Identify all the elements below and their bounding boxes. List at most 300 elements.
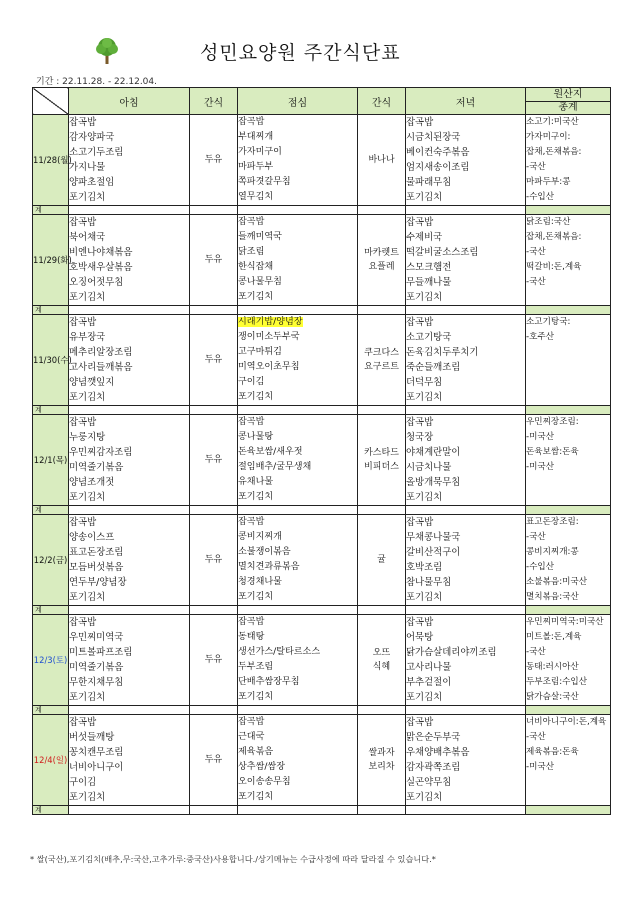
sum-cell <box>69 306 190 315</box>
sum-cell <box>238 406 358 415</box>
breakfast-cell-item: 잡곡밥 <box>69 517 97 528</box>
origin-cell-item: 소고기탕국: <box>526 317 571 327</box>
origin-cell-item: 너비아니구이:돈,계육 <box>526 717 607 727</box>
sum-cell <box>69 506 190 515</box>
origin-cell-item: 잡채,돈채볶음: <box>526 147 582 157</box>
lunch-cell-item: 포기김치 <box>238 692 274 702</box>
sum-cell <box>358 606 406 615</box>
snack-2-cell <box>358 115 406 206</box>
origin-cell-item: -국산 <box>526 162 546 172</box>
origin-cell-item: 두부조림:수입산 <box>526 677 588 687</box>
lunch-cell-item: 닭조림 <box>238 247 265 257</box>
sum-cell <box>358 706 406 715</box>
dinner-cell-item: 실곤약무침 <box>406 777 452 788</box>
dinner-cell-item: 부추겉절이 <box>406 677 452 688</box>
sum-cell <box>238 206 358 215</box>
lunch-cell-item: 미역오이초무침 <box>238 362 300 372</box>
dinner-cell <box>406 715 526 806</box>
snack-2-cell-item: 요플레 <box>368 262 395 272</box>
origin-cell-item: -미국산 <box>526 762 555 772</box>
snack-2-cell-item: 쿠크다스 <box>364 348 399 358</box>
sum-label: 계 <box>33 406 69 415</box>
breakfast-cell-item: 양념조개젓 <box>69 477 115 488</box>
dinner-cell-item: 맑은순두부국 <box>406 732 461 743</box>
breakfast-cell-item: 잡곡밥 <box>69 417 97 428</box>
snack-2-cell <box>358 215 406 306</box>
sum-label: 계 <box>33 506 69 515</box>
lunch-cell-item: 구이김 <box>238 377 265 387</box>
sum-cell <box>358 206 406 215</box>
snack-1-cell <box>190 715 238 806</box>
snack-2-cell-item: 요구르트 <box>364 362 399 372</box>
lunch-cell-item: 콩비지찌개 <box>238 532 282 542</box>
lunch-cell-item: 제육볶음 <box>238 747 274 757</box>
sum-cell <box>406 806 526 815</box>
dinner-cell-item: 포기김치 <box>406 592 443 603</box>
sum-label: 계 <box>33 806 69 815</box>
origin-cell <box>526 615 611 706</box>
breakfast-cell <box>69 115 190 206</box>
dinner-cell-item: 죽순들깨조림 <box>406 362 461 373</box>
dinner-cell-item: 돈육김치두루치기 <box>406 347 479 358</box>
sum-cell <box>238 806 358 815</box>
origin-cell-item: 닭조림:국산 <box>526 217 571 227</box>
day-date: 12/3(토) <box>33 615 69 706</box>
origin-cell-item <box>526 775 610 790</box>
breakfast-cell-item: 유부장국 <box>69 332 106 343</box>
origin-cell-item: 표고돈장조림: <box>526 517 579 527</box>
sum-cell <box>238 606 358 615</box>
dinner-cell-item: 잡곡밥 <box>406 617 434 628</box>
sum-cell <box>190 806 238 815</box>
day-date: 11/29(화) <box>33 215 69 306</box>
lunch-cell-item: 멸치견과류볶음 <box>238 562 300 572</box>
breakfast-cell <box>69 615 190 706</box>
breakfast-cell <box>69 715 190 806</box>
lunch-cell-item: 가자미구이 <box>238 147 282 157</box>
day-row <box>33 415 611 506</box>
sum-row <box>33 806 611 815</box>
snack-1-cell-item: 두유 <box>204 555 223 565</box>
origin-cell-item: -미국산 <box>526 432 555 442</box>
snack-1-cell-item: 두유 <box>204 155 223 165</box>
snack-2-cell-item: 카스타드 <box>364 448 399 458</box>
sum-label: 계 <box>33 706 69 715</box>
lunch-cell-item: 한식잡채 <box>238 262 274 272</box>
lunch-cell-item: 잡곡밥 <box>238 617 265 627</box>
lunch-cell-item: 열무김치 <box>238 192 274 202</box>
snack-1-cell-item: 두유 <box>204 355 223 365</box>
day-date: 11/30(수) <box>33 315 69 406</box>
dinner-cell-item: 물파래무침 <box>406 177 452 188</box>
snack-2-cell-item: 식혜 <box>372 662 391 672</box>
lunch-cell-item: 잡곡밥 <box>238 717 265 727</box>
breakfast-cell-item: 누룽지탕 <box>69 432 106 443</box>
lunch-cell-item: 고구마튀김 <box>238 347 282 357</box>
breakfast-cell-item: 메추리알장조림 <box>69 347 133 358</box>
lunch-cell-item: 포기김치 <box>238 492 274 502</box>
lunch-cell-item: 잡곡밥 <box>238 417 265 427</box>
sum-label: 계 <box>33 306 69 315</box>
lunch-cell-item: 포기김치 <box>238 392 274 402</box>
origin-cell-item <box>526 375 610 390</box>
dinner-cell-item: 참나물무침 <box>406 577 452 588</box>
breakfast-cell-item: 잡곡밥 <box>69 717 97 728</box>
dinner-cell-item: 엄지새송이조림 <box>406 162 470 173</box>
origin-cell-item: 잡채,돈채볶음: <box>526 232 582 242</box>
lunch-cell <box>238 615 358 706</box>
page-header <box>0 0 637 87</box>
origin-cell <box>526 715 611 806</box>
sum-cell <box>69 706 190 715</box>
snack-2-cell-item: 귤 <box>377 555 386 565</box>
lunch-cell <box>238 315 358 406</box>
breakfast-cell-item: 무한지채무침 <box>69 677 124 688</box>
lunch-cell-item: 포기김치 <box>238 592 274 602</box>
breakfast-cell-item: 포기김치 <box>69 192 106 203</box>
breakfast-cell-item: 감자양파국 <box>69 132 115 143</box>
lunch-cell-item: 동태탕 <box>238 632 265 642</box>
dinner-cell-item: 더덕무침 <box>406 377 443 388</box>
breakfast-cell-item: 소고기두조림 <box>69 147 124 158</box>
breakfast-cell-item: 포기김치 <box>69 792 106 803</box>
breakfast-cell <box>69 515 190 606</box>
breakfast-cell <box>69 215 190 306</box>
sum-cell <box>406 706 526 715</box>
day-row <box>33 515 611 606</box>
snack-1-cell <box>190 415 238 506</box>
dinner-cell <box>406 515 526 606</box>
lunch-cell-item: 잡곡밥 <box>238 517 265 527</box>
breakfast-cell-item: 가지나물 <box>69 162 106 173</box>
dinner-cell <box>406 415 526 506</box>
lunch-cell-item: 포기김치 <box>238 792 274 802</box>
lunch-cell-item: 생선가스/탈타르소스 <box>238 647 321 657</box>
col-origin-label: 원산지 <box>526 89 610 102</box>
snack-2-cell-item: 비피더스 <box>364 462 399 472</box>
sum-label: 계 <box>33 606 69 615</box>
origin-cell-item: -국산 <box>526 277 546 287</box>
dinner-cell <box>406 315 526 406</box>
snack-1-cell <box>190 515 238 606</box>
origin-cell <box>526 515 611 606</box>
breakfast-cell-item: 미역줄기볶음 <box>69 462 124 473</box>
origin-cell <box>526 215 611 306</box>
dinner-cell-item: 잡곡밥 <box>406 417 434 428</box>
breakfast-cell-item: 우민찌감자조림 <box>69 447 133 458</box>
sum-cell <box>526 406 611 415</box>
breakfast-cell-item: 양념깻잎지 <box>69 377 115 388</box>
origin-cell-item: 닭가슴살:국산 <box>526 692 579 702</box>
col-origin <box>526 88 611 115</box>
day-row <box>33 215 611 306</box>
sum-row <box>33 406 611 415</box>
weekly-menu-table <box>32 87 611 815</box>
breakfast-cell-item: 포기김치 <box>69 292 106 303</box>
origin-cell <box>526 315 611 406</box>
col-snack-1: 간식 <box>190 88 238 115</box>
breakfast-cell-item: 우민찌미역국 <box>69 632 124 643</box>
origin-cell <box>526 415 611 506</box>
breakfast-cell-item: 미역줄기볶음 <box>69 662 124 673</box>
lunch-cell <box>238 215 358 306</box>
day-row <box>33 715 611 806</box>
lunch-cell-item: 잡곡밥 <box>238 217 265 227</box>
dinner-cell-item: 감자곽쪽조림 <box>406 762 461 773</box>
sum-cell <box>358 306 406 315</box>
snack-2-cell-item: 마카렛트 <box>364 248 399 258</box>
snack-2-cell-item: 바나나 <box>368 155 395 165</box>
lunch-cell-item: 근대국 <box>238 732 265 742</box>
breakfast-cell-item: 양송이스프 <box>69 532 115 543</box>
dinner-cell-item: 어묵탕 <box>406 632 434 643</box>
breakfast-cell-item: 북어채국 <box>69 232 106 243</box>
lunch-cell-item: 오이송송무침 <box>238 777 291 787</box>
breakfast-cell-item: 포기김치 <box>69 392 106 403</box>
lunch-cell-item: 잡곡밥 <box>238 117 265 127</box>
dinner-cell-item: 무채콩나물국 <box>406 532 461 543</box>
footer-note: * 쌀(국산),포기김치(배추,무:국산,고추가루:중국산)사용합니다./상기메뉴는 수급사정에 따라 달라질 수 있습니다.* <box>30 854 436 864</box>
lunch-cell <box>238 415 358 506</box>
dinner-cell-item: 소고기탕국 <box>406 332 452 343</box>
dinner-cell-item: 포기김치 <box>406 792 443 803</box>
sum-cell <box>526 506 611 515</box>
origin-cell-item: 미트볼:돈,계육 <box>526 632 582 642</box>
origin-cell-item: -미국산 <box>526 462 555 472</box>
sum-row <box>33 706 611 715</box>
origin-cell-item: 소불볶음:미국산 <box>526 577 588 587</box>
lunch-cell <box>238 115 358 206</box>
dinner-cell <box>406 215 526 306</box>
dinner-cell-item: 시금치나물 <box>406 462 452 473</box>
dinner-cell-item: 잡곡밥 <box>406 217 434 228</box>
origin-cell-item <box>526 475 610 490</box>
sum-cell <box>358 406 406 415</box>
origin-cell-item: -국산 <box>526 247 546 257</box>
breakfast-cell-item: 너비아니구이 <box>69 762 124 773</box>
breakfast-cell-item: 오징어젓무침 <box>69 277 124 288</box>
dinner-cell-item: 떡갈비굴소스조림 <box>406 247 479 258</box>
origin-cell-item: 마파두부:콩 <box>526 177 571 187</box>
origin-cell-item <box>526 290 610 305</box>
lunch-cell-item: 부대찌개 <box>238 132 274 142</box>
dinner-cell-item: 무들깨나물 <box>406 277 452 288</box>
page-title: 성민요양원 주간식단표 <box>200 42 401 64</box>
snack-2-cell-item: 쌀과자 <box>368 748 395 758</box>
lunch-cell-item: 유채나물 <box>238 477 274 487</box>
sum-cell <box>69 406 190 415</box>
sum-cell <box>190 706 238 715</box>
breakfast-cell-item: 잡곡밥 <box>69 217 97 228</box>
lunch-cell-item: 들깨미역국 <box>238 232 282 242</box>
origin-cell-item: -국산 <box>526 647 546 657</box>
day-date: 12/2(금) <box>33 515 69 606</box>
breakfast-cell-item: 표고돈장조림 <box>69 547 124 558</box>
origin-cell <box>526 115 611 206</box>
origin-cell-item <box>526 790 610 805</box>
lunch-cell-item: 쪽파겻갈무침 <box>238 177 291 187</box>
col-breakfast: 아침 <box>69 88 190 115</box>
sum-cell <box>190 206 238 215</box>
lunch-cell-item: 소불쟁이볶음 <box>238 547 291 557</box>
dinner-cell-item: 포기김치 <box>406 392 443 403</box>
breakfast-cell-item: 호박새우살볶음 <box>69 262 133 273</box>
sum-cell <box>69 806 190 815</box>
lunch-cell-item: 상추쌈/쌈장 <box>238 762 285 772</box>
breakfast-cell-item: 잡곡밥 <box>69 317 97 328</box>
origin-cell-item: -국산 <box>526 732 546 742</box>
sum-row <box>33 506 611 515</box>
snack-1-cell <box>190 115 238 206</box>
sum-cell <box>526 206 611 215</box>
tree-logo-icon <box>92 36 122 66</box>
dinner-cell-item: 포기김치 <box>406 292 443 303</box>
snack-2-cell <box>358 615 406 706</box>
dinner-cell-item: 베이컨숙주볶음 <box>406 147 470 158</box>
breakfast-cell-item: 연두부/양념장 <box>69 577 127 588</box>
breakfast-cell-item: 버섯들깨탕 <box>69 732 115 743</box>
dinner-cell-item: 잡곡밥 <box>406 317 434 328</box>
day-row <box>33 315 611 406</box>
lunch-cell-item: 마파두부 <box>238 162 274 172</box>
breakfast-cell-item: 꽁치캔무조림 <box>69 747 124 758</box>
dinner-cell-item: 야채계란말이 <box>406 447 461 458</box>
origin-cell-item <box>526 345 610 360</box>
origin-cell-item: -호주산 <box>526 332 555 342</box>
breakfast-cell-item: 포기김치 <box>69 492 106 503</box>
table-header-row <box>33 88 611 115</box>
breakfast-cell-item: 비엔나야채볶음 <box>69 247 133 258</box>
origin-cell-item: 가자미구이: <box>526 132 571 142</box>
lunch-cell-item: 쟁이미소두부국 <box>238 332 300 342</box>
sum-cell <box>69 206 190 215</box>
dinner-cell-item: 청국장 <box>406 432 434 443</box>
sum-cell <box>69 606 190 615</box>
sum-cell <box>358 806 406 815</box>
breakfast-cell-item: 양파초절임 <box>69 177 115 188</box>
origin-cell-item <box>526 490 610 505</box>
sum-cell <box>406 306 526 315</box>
snack-2-cell <box>358 415 406 506</box>
sum-cell <box>238 506 358 515</box>
sum-cell <box>190 406 238 415</box>
snack-1-cell <box>190 315 238 406</box>
lunch-cell <box>238 715 358 806</box>
dinner-cell-item: 고사리나물 <box>406 662 452 673</box>
lunch-cell-item: 두부조림 <box>238 662 274 672</box>
breakfast-cell-item: 포기김치 <box>69 692 106 703</box>
sum-cell <box>406 606 526 615</box>
dinner-cell-item: 우채양배추볶음 <box>406 747 470 758</box>
col-lunch: 점심 <box>238 88 358 115</box>
dinner-cell-item: 포기김치 <box>406 492 443 503</box>
dinner-cell-item: 시금치된장국 <box>406 132 461 143</box>
origin-cell-item: 돈육보쌈:돈육 <box>526 447 579 457</box>
sum-cell <box>190 306 238 315</box>
menu-period: 기간 : 22.11.28. - 22.12.04. <box>36 77 157 87</box>
lunch-cell <box>238 515 358 606</box>
breakfast-cell-item: 고사리들깨볶음 <box>69 362 133 373</box>
breakfast-cell-item: 잡곡밥 <box>69 617 97 628</box>
highlighted-menu-item: 시래기밥/양념장 <box>238 317 303 327</box>
dinner-cell-item: 수제비국 <box>406 232 443 243</box>
snack-2-cell <box>358 315 406 406</box>
lunch-cell-item <box>238 315 357 330</box>
sum-cell <box>526 606 611 615</box>
dinner-cell <box>406 115 526 206</box>
sum-cell <box>406 206 526 215</box>
dinner-cell-item: 잡곡밥 <box>406 517 434 528</box>
dinner-cell-item: 잡곡밥 <box>406 717 434 728</box>
dinner-cell-item: 포기김치 <box>406 692 443 703</box>
sum-cell <box>238 306 358 315</box>
dinner-cell-item: 갈비산적구이 <box>406 547 461 558</box>
lunch-cell-item: 콩나물무침 <box>238 277 282 287</box>
origin-cell-item: -국산 <box>526 532 546 542</box>
snack-2-cell <box>358 715 406 806</box>
col-total-label: 총계 <box>558 101 578 113</box>
lunch-cell-item: 단배추쌈장무침 <box>238 677 300 687</box>
sum-row <box>33 606 611 615</box>
dinner-cell-item: 잡곡밥 <box>406 117 434 128</box>
snack-1-cell <box>190 215 238 306</box>
snack-1-cell-item: 두유 <box>204 255 223 265</box>
sum-cell <box>190 506 238 515</box>
snack-2-cell-item: 보리차 <box>368 762 395 772</box>
sum-cell <box>526 306 611 315</box>
header-corner <box>33 88 69 115</box>
col-snack-2: 간식 <box>358 88 406 115</box>
sum-cell <box>238 706 358 715</box>
sum-row <box>33 306 611 315</box>
origin-cell-item: -수입산 <box>526 562 555 572</box>
snack-1-cell-item: 두유 <box>204 655 223 665</box>
snack-2-cell <box>358 515 406 606</box>
sum-cell <box>358 506 406 515</box>
sum-cell <box>406 406 526 415</box>
lunch-cell-item: 포기김치 <box>238 292 274 302</box>
breakfast-cell-item: 포기김치 <box>69 592 106 603</box>
sum-label: 계 <box>33 206 69 215</box>
sum-cell <box>190 606 238 615</box>
sum-cell <box>526 706 611 715</box>
breakfast-cell-item: 구이김 <box>69 777 97 788</box>
day-date: 12/4(일) <box>33 715 69 806</box>
breakfast-cell <box>69 315 190 406</box>
lunch-cell-item: 돈육보쌈/새우젓 <box>238 447 303 457</box>
origin-cell-item: 우민찌미역국:미국산 <box>526 617 604 627</box>
origin-cell-item: 소고기:미국산 <box>526 117 579 127</box>
dinner-cell-item: 올방개묵무침 <box>406 477 461 488</box>
snack-1-cell-item: 두유 <box>204 755 223 765</box>
dinner-cell-item: 닭가슴살데리야끼조림 <box>406 647 497 658</box>
lunch-cell-item: 콩나물탕 <box>238 432 274 442</box>
dinner-cell-item: 스모크햄전 <box>406 262 452 273</box>
snack-1-cell <box>190 615 238 706</box>
origin-cell-item <box>526 390 610 405</box>
dinner-cell <box>406 615 526 706</box>
origin-cell-item <box>526 360 610 375</box>
sum-cell <box>406 506 526 515</box>
lunch-cell-item: 절임배추/굴무생채 <box>238 462 312 472</box>
dinner-cell-item: 호박조림 <box>406 562 443 573</box>
origin-cell-item: 동태:러시아산 <box>526 662 579 672</box>
breakfast-cell-item: 미트볼파프조림 <box>69 647 133 658</box>
origin-cell-item: 멸치볶음:국산 <box>526 592 579 602</box>
sum-cell <box>526 806 611 815</box>
day-date: 12/1(목) <box>33 415 69 506</box>
day-row <box>33 115 611 206</box>
